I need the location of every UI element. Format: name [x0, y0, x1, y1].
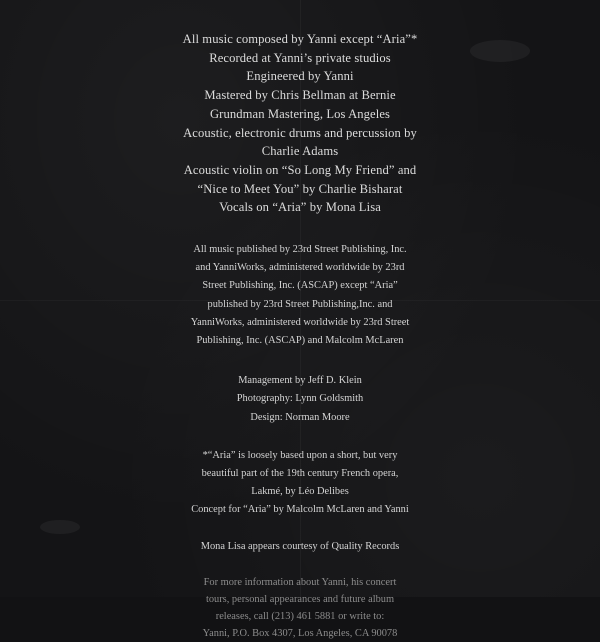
publishing-credits [0, 241, 600, 350]
footnote-line: Concept for “Aria” by Malcolm McLaren and Yanni [191, 504, 409, 516]
contact-info [0, 574, 600, 642]
publishing-line: All music published by 23rd Street Publishing, Inc. [193, 244, 407, 256]
footnote-line: *“Aria” is loosely based upon a short, but very [202, 449, 398, 461]
publishing-line: and YanniWorks, administered worldwide by 23rd [195, 262, 405, 274]
management-line: Design: Norman Moore [250, 411, 350, 423]
info-line: For more information about Yanni, his concert [203, 576, 397, 588]
info-line: tours, personal appearances and future album [205, 593, 395, 605]
credit-line: Vocals on “Aria” by Mona Lisa [219, 200, 381, 215]
credit-line: “Nice to Meet You” by Charlie Bisharat [197, 181, 403, 196]
info-line: Yanni, P.O. Box 4307, Los Angeles, CA 90078 [202, 627, 398, 639]
info-line: releases, call (213) 461 5881 or write to: [215, 610, 385, 622]
footnote-line: Lakmé, by Léo Delibes [251, 486, 349, 498]
credit-line: Acoustic, electronic drums and percussion by [183, 125, 417, 140]
production-credits [0, 30, 600, 217]
courtesy-line: Mona Lisa appears courtesy of Quality Records [200, 540, 400, 552]
publishing-line: YanniWorks, administered worldwide by 23rd Street [190, 316, 410, 328]
credit-line: Engineered by Yanni [246, 69, 354, 84]
aria-footnote [0, 447, 600, 520]
credit-line: Acoustic violin on “So Long My Friend” and [183, 162, 417, 177]
publishing-line: published by 23rd Street Publishing,Inc. and [207, 298, 393, 310]
credits-content [0, 30, 600, 642]
credit-line: Mastered by Chris Bellman at Bernie [204, 88, 396, 103]
credit-line: Grundman Mastering, Los Angeles [209, 106, 391, 121]
credit-line: All music composed by Yanni except “Aria”* [182, 32, 418, 46]
management-credits [0, 372, 600, 427]
courtesy-note [0, 538, 600, 556]
publishing-line: Street Publishing, Inc. (ASCAP) except “Aria” [202, 280, 398, 292]
management-line: Management by Jeff D. Klein [238, 375, 362, 387]
credit-line: Recorded at Yanni’s private studios [209, 50, 391, 65]
credit-line: Charlie Adams [261, 144, 339, 159]
footnote-line: beautiful part of the 19th century French opera, [201, 468, 399, 480]
management-line: Photography: Lynn Goldsmith [236, 393, 364, 405]
publishing-line: Publishing, Inc. (ASCAP) and Malcolm McLaren [196, 335, 404, 347]
